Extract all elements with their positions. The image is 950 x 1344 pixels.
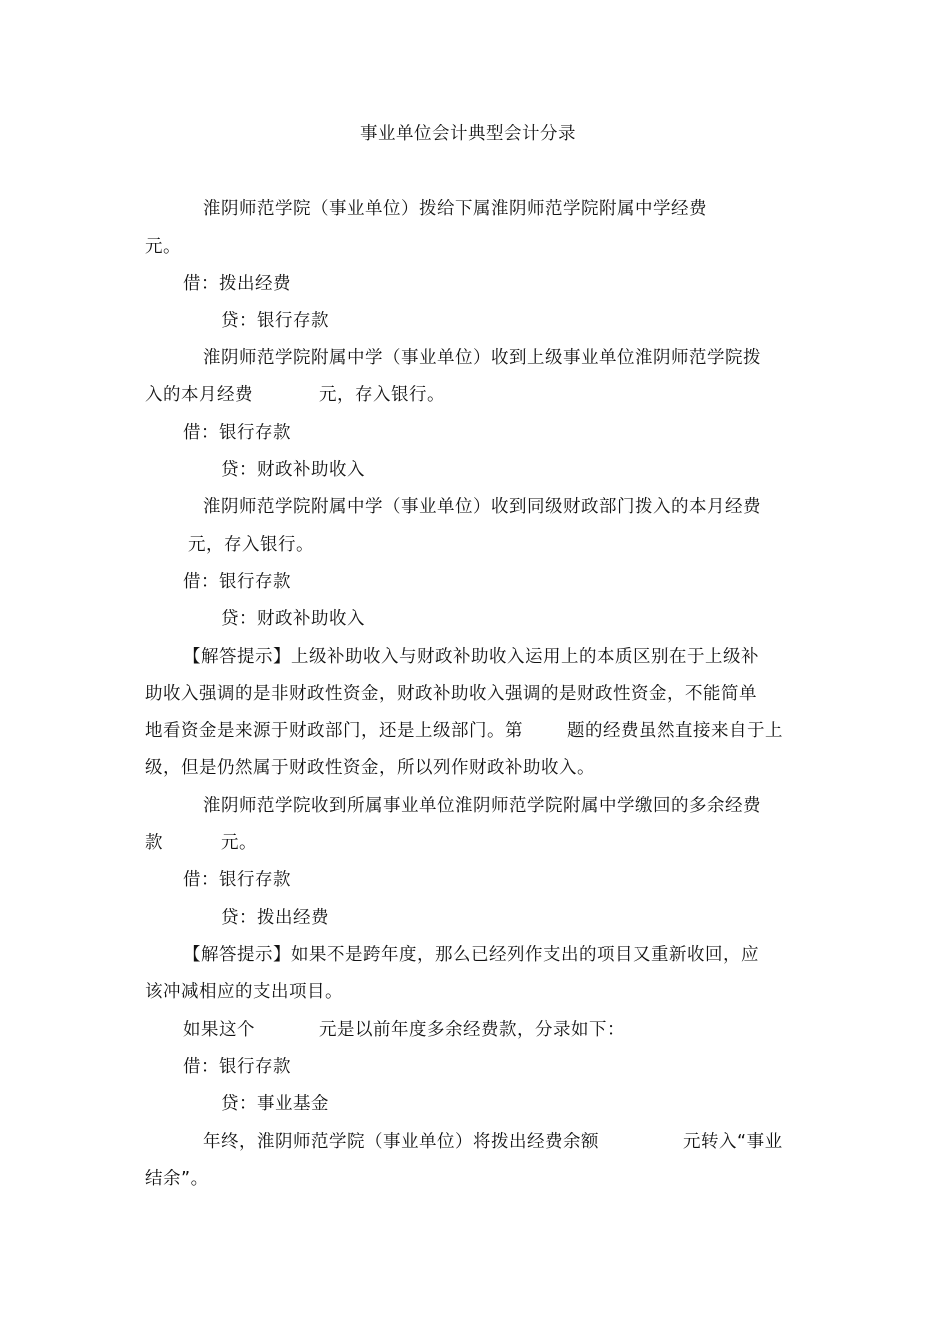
text-line: 借：银行存款 — [183, 572, 291, 592]
text-line: 级，但是仍然属于财政性资金，所以列作财政补助收入。 — [145, 758, 595, 778]
text-line: 入的本月经费 — [145, 385, 253, 405]
text-line: 结余”。 — [145, 1169, 209, 1189]
text-line: 【解答提示】上级补助收入与财政补助收入运用上的本质区别在于上级补 — [183, 647, 759, 667]
text-line: 借：拨出经费 — [183, 274, 291, 294]
text-line: 【解答提示】如果不是跨年度，那么已经列作支出的项目又重新收回，应 — [183, 945, 759, 965]
text-line: 借：银行存款 — [183, 1057, 291, 1077]
text-line: 元，存入银行。 — [319, 385, 445, 405]
text-line: 助收入强调的是非财政性资金，财政补助收入强调的是财政性资金，不能简单 — [145, 684, 757, 704]
text-line: 贷：财政补助收入 — [221, 609, 365, 629]
text-line: 贷：银行存款 — [221, 311, 329, 331]
text-line: 元是以前年度多余经费款，分录如下： — [319, 1020, 625, 1040]
text-line: 借：银行存款 — [183, 423, 291, 443]
text-line: 淮阴师范学院（事业单位）拨给下属淮阴师范学院附属中学经费 — [203, 199, 707, 219]
text-line: 淮阴师范学院附属中学（事业单位）收到同级财政部门拨入的本月经费 — [203, 497, 761, 517]
text-line: 地看资金是来源于财政部门，还是上级部门。第 — [145, 721, 523, 741]
text-line: 元，存入银行。 — [188, 535, 314, 555]
text-line: 元转入“事业 — [683, 1132, 783, 1152]
text-line: 淮阴师范学院附属中学（事业单位）收到上级事业单位淮阴师范学院拨 — [203, 348, 761, 368]
text-line: 贷：拨出经费 — [221, 908, 329, 928]
text-line: 如果这个 — [183, 1020, 255, 1040]
text-line: 款 — [145, 833, 163, 853]
text-line: 贷：事业基金 — [221, 1094, 329, 1114]
text-line: 题的经费虽然直接来自于上 — [567, 721, 783, 741]
text-line: 贷：财政补助收入 — [221, 460, 365, 480]
text-line: 元。 — [145, 237, 181, 257]
text-line: 年终，淮阴师范学院（事业单位）将拨出经费余额 — [203, 1132, 599, 1152]
text-line: 该冲减相应的支出项目。 — [145, 982, 343, 1002]
text-line: 淮阴师范学院收到所属事业单位淮阴师范学院附属中学缴回的多余经费 — [203, 796, 761, 816]
text-line: 元。 — [221, 833, 257, 853]
page-title: 事业单位会计典型会计分录 — [360, 124, 576, 144]
text-line: 借：银行存款 — [183, 870, 291, 890]
